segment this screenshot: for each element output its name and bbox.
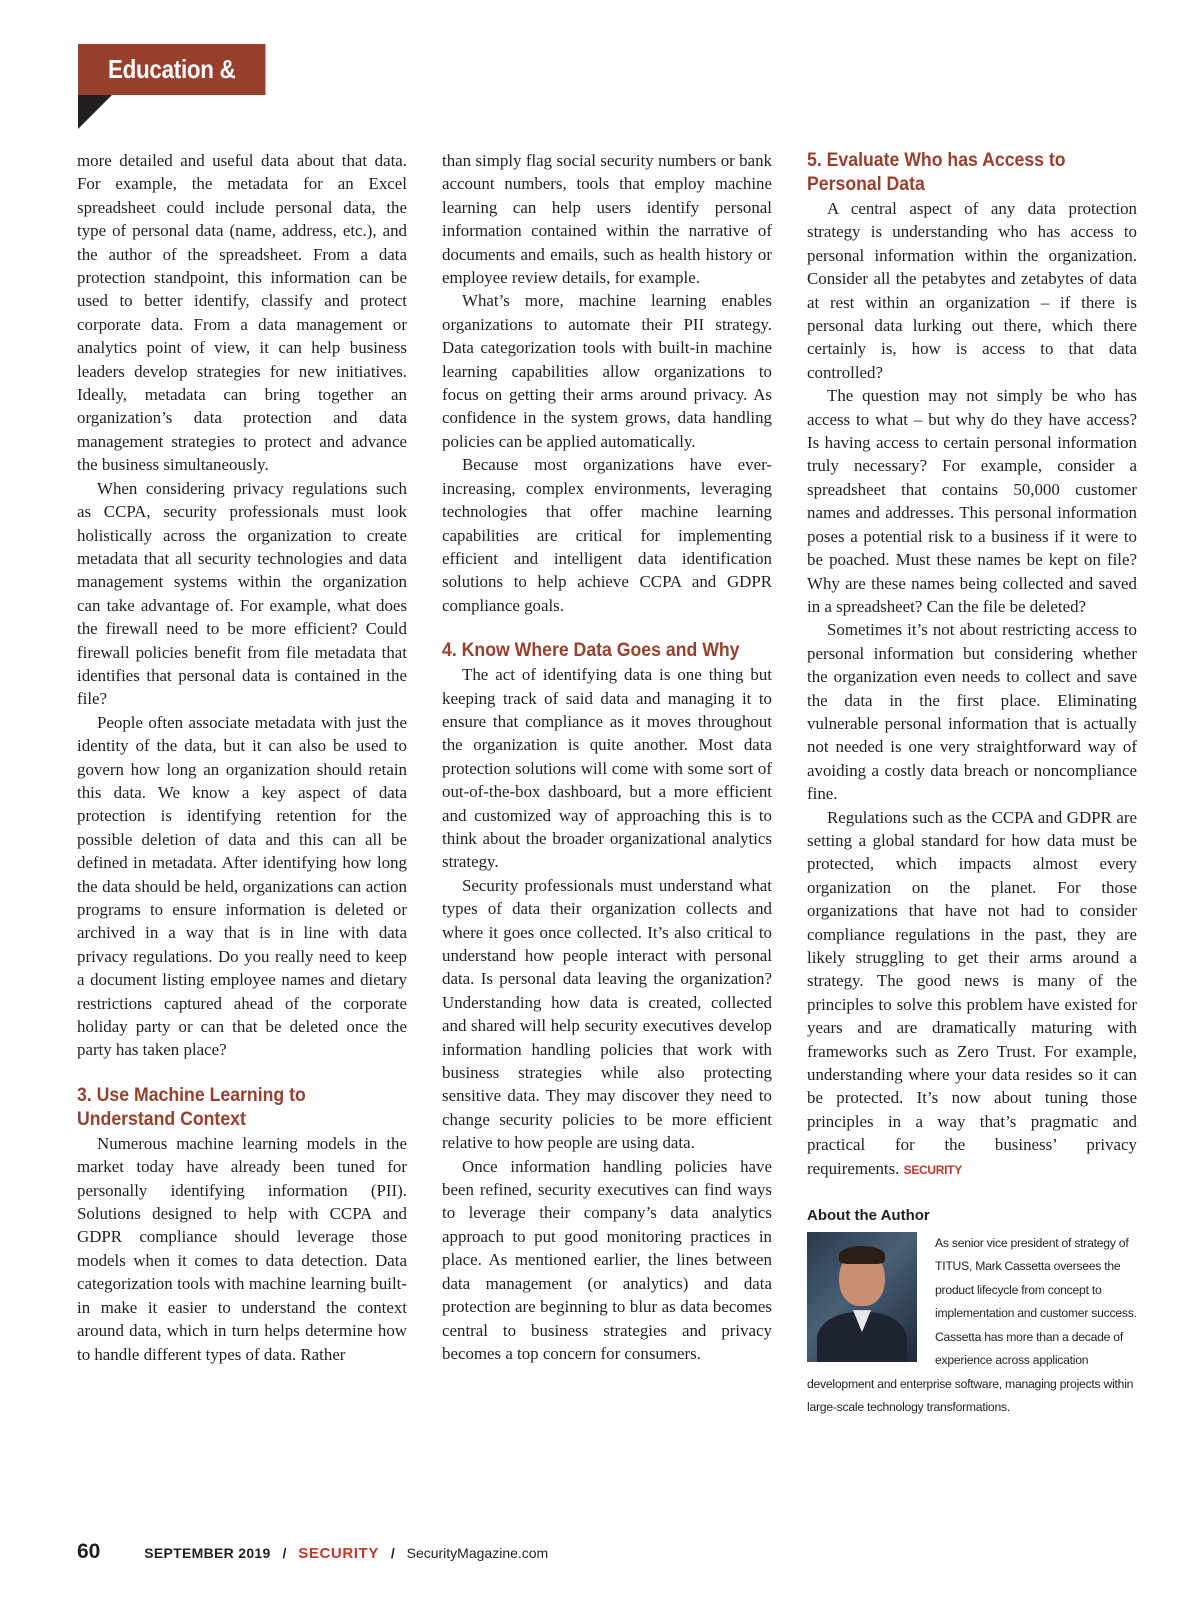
page-number: 60	[77, 1540, 101, 1563]
paragraph: What’s more, machine learning enables organizations to automate their PII strategy. Data categorization tools with built-in machine learning capabilities allow organizations to focus on getting their arms around privacy. As confidence in the system grows, data handling policies can be applied automatically.	[442, 291, 772, 451]
magazine-name: SECURITY	[298, 1545, 379, 1562]
paragraph: The question may not simply be who has access to what – but why do they have access? Is having access to certain personal information truly necessary? For example, consider a spreadsheet that contains 50,000 customer names and addresses. This personal information poses a potential risk to a business if it were to be poached. Must these names be kept on file? Why are these names being collected and saved in a spreadsheet? Can the file be deleted?	[807, 386, 1137, 616]
paragraph: Sometimes it’s not about restricting access to personal information but considering whether the organization even needs to collect and save the data in the first place. Eliminating vulnerable personal information that is actually not needed is one very straightforward way of avoiding a costly data breach or noncompliance fine.	[807, 620, 1137, 804]
paragraph: Security professionals must understand what types of data their organization collects and where it goes once collected. It’s also critical to understand how people interact with personal data. Is personal data leaving the organization? Understanding how data is created, collected and shared will help security executives develop information handling policies that work with business strategies while also protecting sensitive data. They may discover they need to change security policies to be more efficient relative to how people are using data.	[442, 875, 772, 1153]
paragraph: A central aspect of any data protection strategy is understanding who has access to personal information within the organization. Consider all the petabytes and zetabytes of data at rest within an organization – if there is personal data lurking out there, which there certainly is, how is access to that data controlled?	[807, 199, 1137, 382]
article-column-1	[77, 149, 407, 1366]
issue-date: SEPTEMBER 2019	[144, 1545, 271, 1561]
author-bio: As senior vice president of strategy of TITUS, Mark Cassetta oversees the product lifecycle from concept to implementation and customer success. Cassetta has more than a decade of experience across application development and enterprise software, managing projects within large-scale technology transformations.	[807, 1236, 1137, 1414]
heading-line: 3. Use Machine Learning to	[77, 1084, 306, 1106]
page-footer	[77, 1540, 548, 1564]
heading-line: Personal Data	[807, 174, 925, 195]
paragraph: than simply flag social security numbers or bank account numbers, tools that employ machine learning can help users identify personal information contained within the narrative of documents and emails, such as health history or employee review details, for example.	[442, 151, 772, 288]
section-label-notch	[78, 95, 112, 129]
section-heading-5	[807, 149, 1114, 197]
footer-separator: /	[282, 1545, 287, 1561]
heading-line: Understand Context	[77, 1108, 246, 1130]
article-column-3	[807, 149, 1137, 1419]
author-bio-block	[807, 1232, 1137, 1419]
section-heading-3	[77, 1084, 384, 1132]
paragraph: When considering privacy regulations such as CCPA, security professionals must look holistically across the organization to create metadata that all security technologies and data management systems within the organization can take advantage of. For example, what does the firewall need to be more efficient? Could firewall policies benefit from file metadata that identifies that personal data is contained in the file?	[77, 478, 407, 709]
paragraph: People often associate metadata with just the identity of the data, but it can also be used to govern how long an organization should retain this data. We know a key aspect of data protection is identifying retention for the possible deletion of data and this can all be defined in metadata. After identifying how long the data should be held, organizations can action programs to ensure information is deleted or archived in a way that is in line with data privacy regulations. Do you really need to keep a document listing employee names and dietary restrictions captured ahead of the corporate holiday party or can that be deleted once the party has taken place?	[77, 712, 407, 1060]
section-heading-4: 4. Know Where Data Goes and Why	[442, 640, 740, 662]
about-author-heading: About the Author	[807, 1207, 930, 1225]
paragraph	[807, 806, 1137, 1183]
author-photo-hair	[839, 1246, 885, 1264]
section-label: Education & Training	[78, 44, 265, 95]
footer-separator: /	[390, 1545, 395, 1561]
paragraph: Numerous machine learning models in the market today have already been tuned for personally identifying information (PII). Solutions designed to help with CCPA and GDPR compliance should leverage those models when it comes to data detection. Data categorization tools with machine learning built-in make it easier to understand the context around data, which in turn helps determine how to handle different types of data. Rather	[77, 1133, 407, 1364]
end-mark: SECURITY	[903, 1162, 962, 1177]
website-url: SecurityMagazine.com	[406, 1545, 549, 1561]
paragraph-text: Regulations such as the CCPA and GDPR are setting a global standard for how data must be protected, which impacts almost every organization on the planet. For those organizations that have not had to consider compliance regulations in the past, they are likely struggling to get their arms around a strategy. The good news is many of the principles to solve this problem have existed for years and are dramatically maturing with frameworks such as Zero Trust. For example, understanding where your data resides so it can be protected. It’s now about tuning those principles in a way that’s pragmatic and practical for the business’ privacy requirements.	[807, 807, 1137, 1178]
article-column-2	[442, 149, 772, 1365]
paragraph: more detailed and useful data about that data. For example, the metadata for an Excel spreadsheet could include personal data, the type of personal data (name, address, etc.), and the author of the spreadsheet. From a data protection standpoint, this information can be used to better identify, classify and protect corporate data. From a data management or analytics point of view, it can help business leaders develop strategies for new initiatives. Ideally, metadata can bring together an organization’s data protection and data management strategies to protect and advance the business simultaneously.	[77, 151, 407, 475]
paragraph: Because most organizations have ever-increasing, complex environments, leveraging technologies that offer machine learning capabilities are critical for implementing efficient and intelligent data identification solutions to help achieve CCPA and GDPR compliance goals.	[442, 455, 772, 615]
heading-line: 5. Evaluate Who has Access to	[807, 150, 1066, 171]
author-photo	[807, 1232, 917, 1362]
paragraph: The act of identifying data is one thing but keeping track of said data and managing it to ensure that compliance as it moves throughout the organization is quite another. Most data protection solutions will come with some sort of out-of-the-box dashboard, but a more efficient and customized way of approaching this is to think about the broader organizational analytics strategy.	[442, 665, 772, 872]
paragraph: Once information handling policies have been refined, security executives can find ways to leverage their company’s data analytics approach to put good monitoring practices in place. As mentioned earlier, the lines between data management (or analytics) and data protection are beginning to blur as data becomes central to business strategies and privacy becomes a top concern for consumers.	[442, 1156, 772, 1363]
